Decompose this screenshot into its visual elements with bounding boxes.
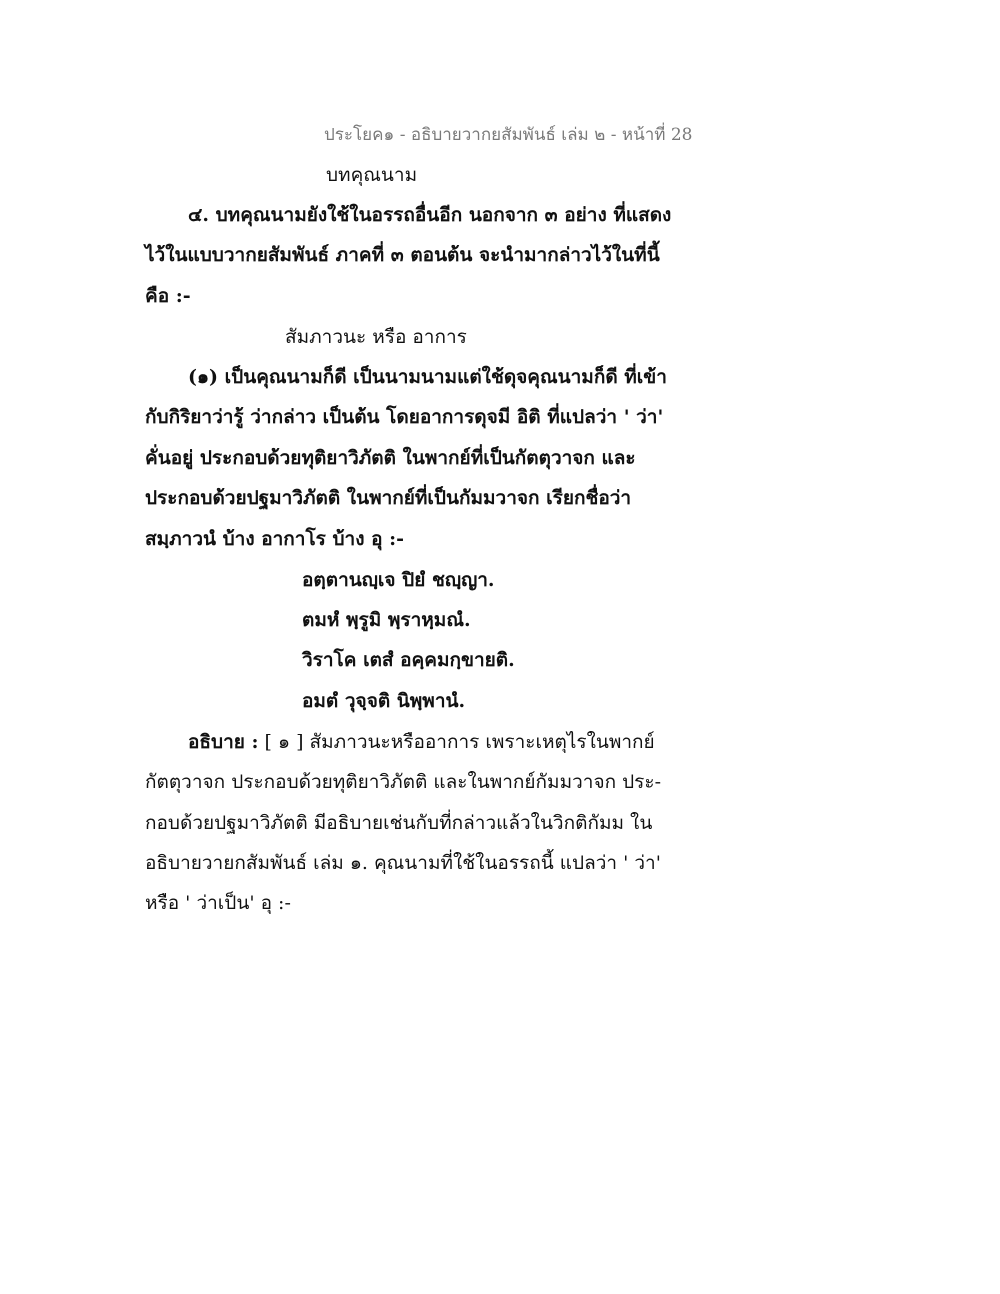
rule1-line2: กับกิริยาว่ารู้ ว่ากล่าว เป็นต้น โดยอาการดุจมี อิติ ที่แปลว่า ' ว่า' (145, 406, 664, 428)
page-header: ประโยค๑ - อธิบายวากยสัมพันธ์ เล่ม ๒ - หน้าที่ 28 (324, 125, 693, 145)
explanation-line1-text: [ ๑ ] สัมภาวนะหรืออาการ เพราะเหตุไรในพากย์ (258, 731, 655, 753)
rule1-line4: ประกอบด้วยปฐมาวิภัตติ ในพากย์ที่เป็นกัมมวาจก เรียกชื่อว่า (145, 487, 632, 509)
explanation-line4: อธิบายวายกสัมพันธ์ เล่ม ๑. คุณนามที่ใช้ในอรรถนี้ แปลว่า ' ว่า' (145, 852, 661, 874)
para4-line2: ไว้ในแบบวากยสัมพันธ์ ภาคที่ ๓ ตอนต้น จะนำมากล่าวไว้ในที่นี้ (145, 244, 660, 266)
explanation-line3: กอบด้วยปฐมาวิภัตติ มีอธิบายเช่นกับที่กล่าวแล้วในวิกติกัมม ใน (145, 812, 653, 834)
example-line: วิราโค เตสํ อคฺคมกฺขายติ. (302, 649, 515, 671)
example-line: ตมหํ พฺรูมิ พฺราหฺมณํ. (302, 609, 471, 631)
subheading: สัมภาวนะ หรือ อาการ (285, 326, 467, 348)
example-line: อมตํ วุจฺจติ นิพฺพานํ. (302, 690, 466, 712)
example-line: อตฺตานญฺเจ ปิยํ ชญฺญา. (302, 569, 495, 591)
explanation-line5: หรือ ' ว่าเป็น' อุ :- (145, 892, 291, 914)
rule1-line1: (๑) เป็นคุณนามก็ดี เป็นนามนามแต่ใช้ดุจคุณนามก็ดี ที่เข้า (188, 366, 667, 388)
rule1-line5: สมฺภาวนํ บ้าง อากาโร บ้าง อุ :- (145, 528, 405, 550)
explanation-line2: กัตตุวาจก ประกอบด้วยทุติยาวิภัตติ และในพากย์กัมมวาจก ประ- (145, 771, 662, 793)
para4-line3: คือ :- (145, 285, 191, 307)
section-title: บทคุณนาม (326, 164, 418, 186)
explanation-line1 (188, 727, 655, 757)
explanation-label: อธิบาย : (188, 731, 259, 753)
rule1-line3: คั่นอยู่ ประกอบด้วยทุติยาวิภัตติ ในพากย์ที่เป็นกัตตุวาจก และ (145, 447, 636, 469)
para4-line1: ๔. บทคุณนามยังใช้ในอรรถอื่นอีก นอกจาก ๓ อย่าง ที่แสดง (188, 204, 672, 226)
